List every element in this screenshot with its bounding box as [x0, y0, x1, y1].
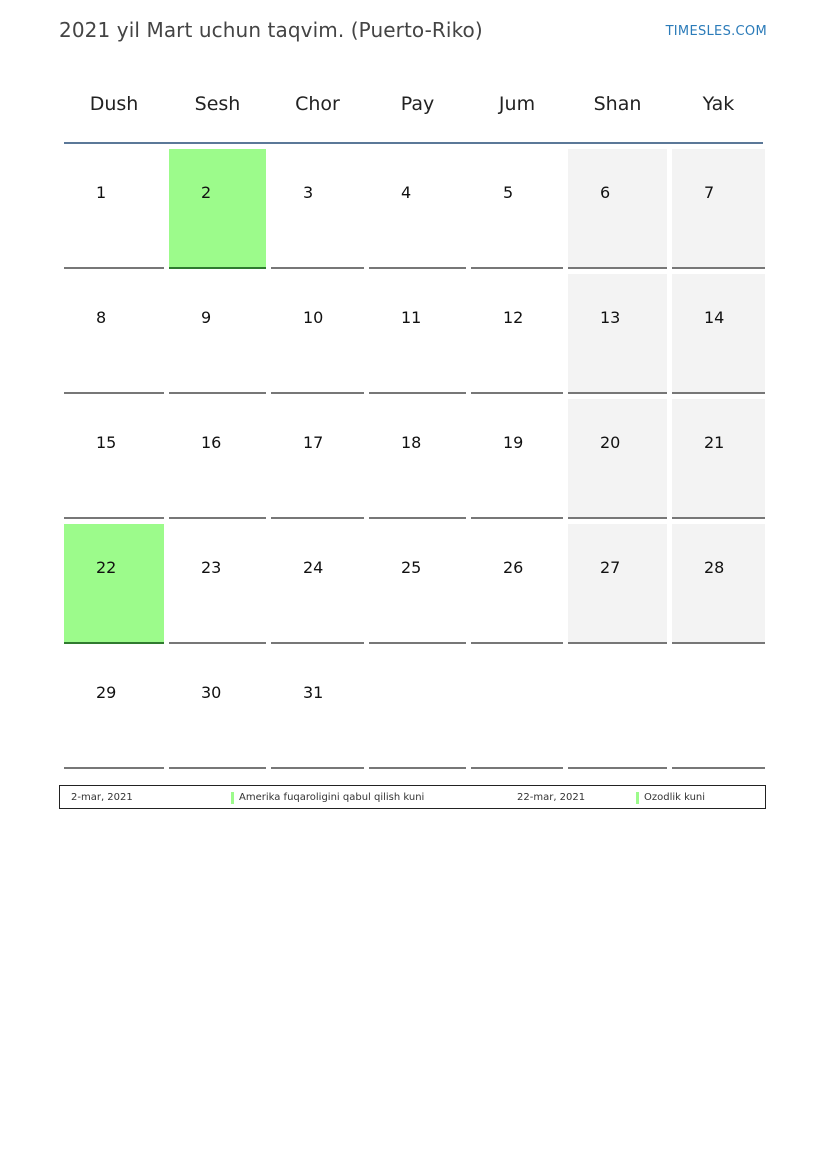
day-cell[interactable]: [64, 524, 164, 644]
week-row: [64, 149, 763, 274]
day-number: 13: [600, 308, 621, 327]
legend-color-marker: [636, 792, 639, 804]
day-number: 15: [96, 433, 117, 452]
day-number: 29: [96, 683, 117, 702]
day-cell[interactable]: [369, 274, 466, 394]
day-number: 27: [600, 558, 621, 577]
day-number: 22: [96, 558, 117, 577]
day-number: 3: [303, 183, 314, 202]
day-number: 4: [401, 183, 412, 202]
day-cell[interactable]: [169, 274, 266, 394]
day-number: 5: [503, 183, 514, 202]
weekday-label: Sesh: [194, 93, 241, 115]
weekday-label: Pay: [400, 93, 435, 115]
day-cell[interactable]: [369, 399, 466, 519]
day-cell[interactable]: [369, 149, 466, 269]
day-number: 20: [600, 433, 621, 452]
day-cell[interactable]: [169, 149, 266, 269]
day-cell[interactable]: [64, 149, 164, 269]
day-number: 7: [704, 183, 715, 202]
empty-day-cell: [471, 649, 563, 769]
day-number: 10: [303, 308, 324, 327]
holiday-legend: [59, 785, 766, 809]
day-cell[interactable]: [471, 274, 563, 394]
day-number: 16: [201, 433, 222, 452]
day-cell[interactable]: [169, 399, 266, 519]
legend-date: 2-mar, 2021: [71, 792, 133, 803]
day-cell[interactable]: [471, 399, 563, 519]
calendar-grid: [64, 149, 763, 774]
day-cell[interactable]: [64, 399, 164, 519]
day-number: 17: [303, 433, 324, 452]
day-number: 14: [704, 308, 725, 327]
day-number: 8: [96, 308, 107, 327]
weekday-header: [64, 84, 763, 144]
day-number: 26: [503, 558, 524, 577]
day-cell[interactable]: [271, 399, 364, 519]
legend-color-marker: [231, 792, 234, 804]
day-number: 23: [201, 558, 222, 577]
day-cell[interactable]: [672, 274, 765, 394]
day-cell[interactable]: [568, 524, 667, 644]
day-cell[interactable]: [169, 524, 266, 644]
day-cell[interactable]: [271, 274, 364, 394]
empty-day-cell: [672, 649, 765, 769]
day-cell[interactable]: [672, 524, 765, 644]
day-number: 18: [401, 433, 422, 452]
day-cell[interactable]: [169, 649, 266, 769]
day-number: 19: [503, 433, 524, 452]
weekday-label: Shan: [593, 93, 642, 115]
day-number: 25: [401, 558, 422, 577]
weekday-label: Chor: [295, 93, 340, 115]
day-cell[interactable]: [271, 649, 364, 769]
week-row: [64, 274, 763, 399]
day-cell[interactable]: [568, 399, 667, 519]
day-cell[interactable]: [64, 649, 164, 769]
day-number: 28: [704, 558, 725, 577]
legend-holiday-name: Ozodlik kuni: [644, 792, 706, 803]
day-number: 11: [401, 308, 422, 327]
legend-holiday-name: Amerika fuqaroligini qabul qilish kuni: [239, 792, 425, 803]
weekday-label: Jum: [498, 93, 536, 115]
day-cell[interactable]: [568, 274, 667, 394]
day-number: 31: [303, 683, 324, 702]
day-number: 2: [201, 183, 212, 202]
brand-link[interactable]: TIMESLES.COM: [665, 24, 767, 39]
weekday-label: Yak: [702, 93, 735, 115]
day-number: 12: [503, 308, 524, 327]
day-number: 6: [600, 183, 611, 202]
day-cell[interactable]: [672, 149, 765, 269]
week-row: [64, 524, 763, 649]
week-row: [64, 649, 763, 774]
legend-date: 22-mar, 2021: [517, 792, 586, 803]
day-cell[interactable]: [369, 524, 466, 644]
weekday-label: Dush: [89, 93, 139, 115]
empty-day-cell: [369, 649, 466, 769]
day-number: 30: [201, 683, 222, 702]
day-cell[interactable]: [271, 524, 364, 644]
day-cell[interactable]: [64, 274, 164, 394]
day-number: 21: [704, 433, 725, 452]
week-row: [64, 399, 763, 524]
day-number: 9: [201, 308, 212, 327]
page-title: 2021 yil Mart uchun taqvim. (Puerto-Riko): [59, 18, 483, 42]
day-cell[interactable]: [471, 149, 563, 269]
day-cell[interactable]: [672, 399, 765, 519]
calendar: [64, 84, 763, 774]
day-cell[interactable]: [471, 524, 563, 644]
day-cell[interactable]: [271, 149, 364, 269]
day-number: 1: [96, 183, 107, 202]
day-number: 24: [303, 558, 324, 577]
empty-day-cell: [568, 649, 667, 769]
day-cell[interactable]: [568, 149, 667, 269]
